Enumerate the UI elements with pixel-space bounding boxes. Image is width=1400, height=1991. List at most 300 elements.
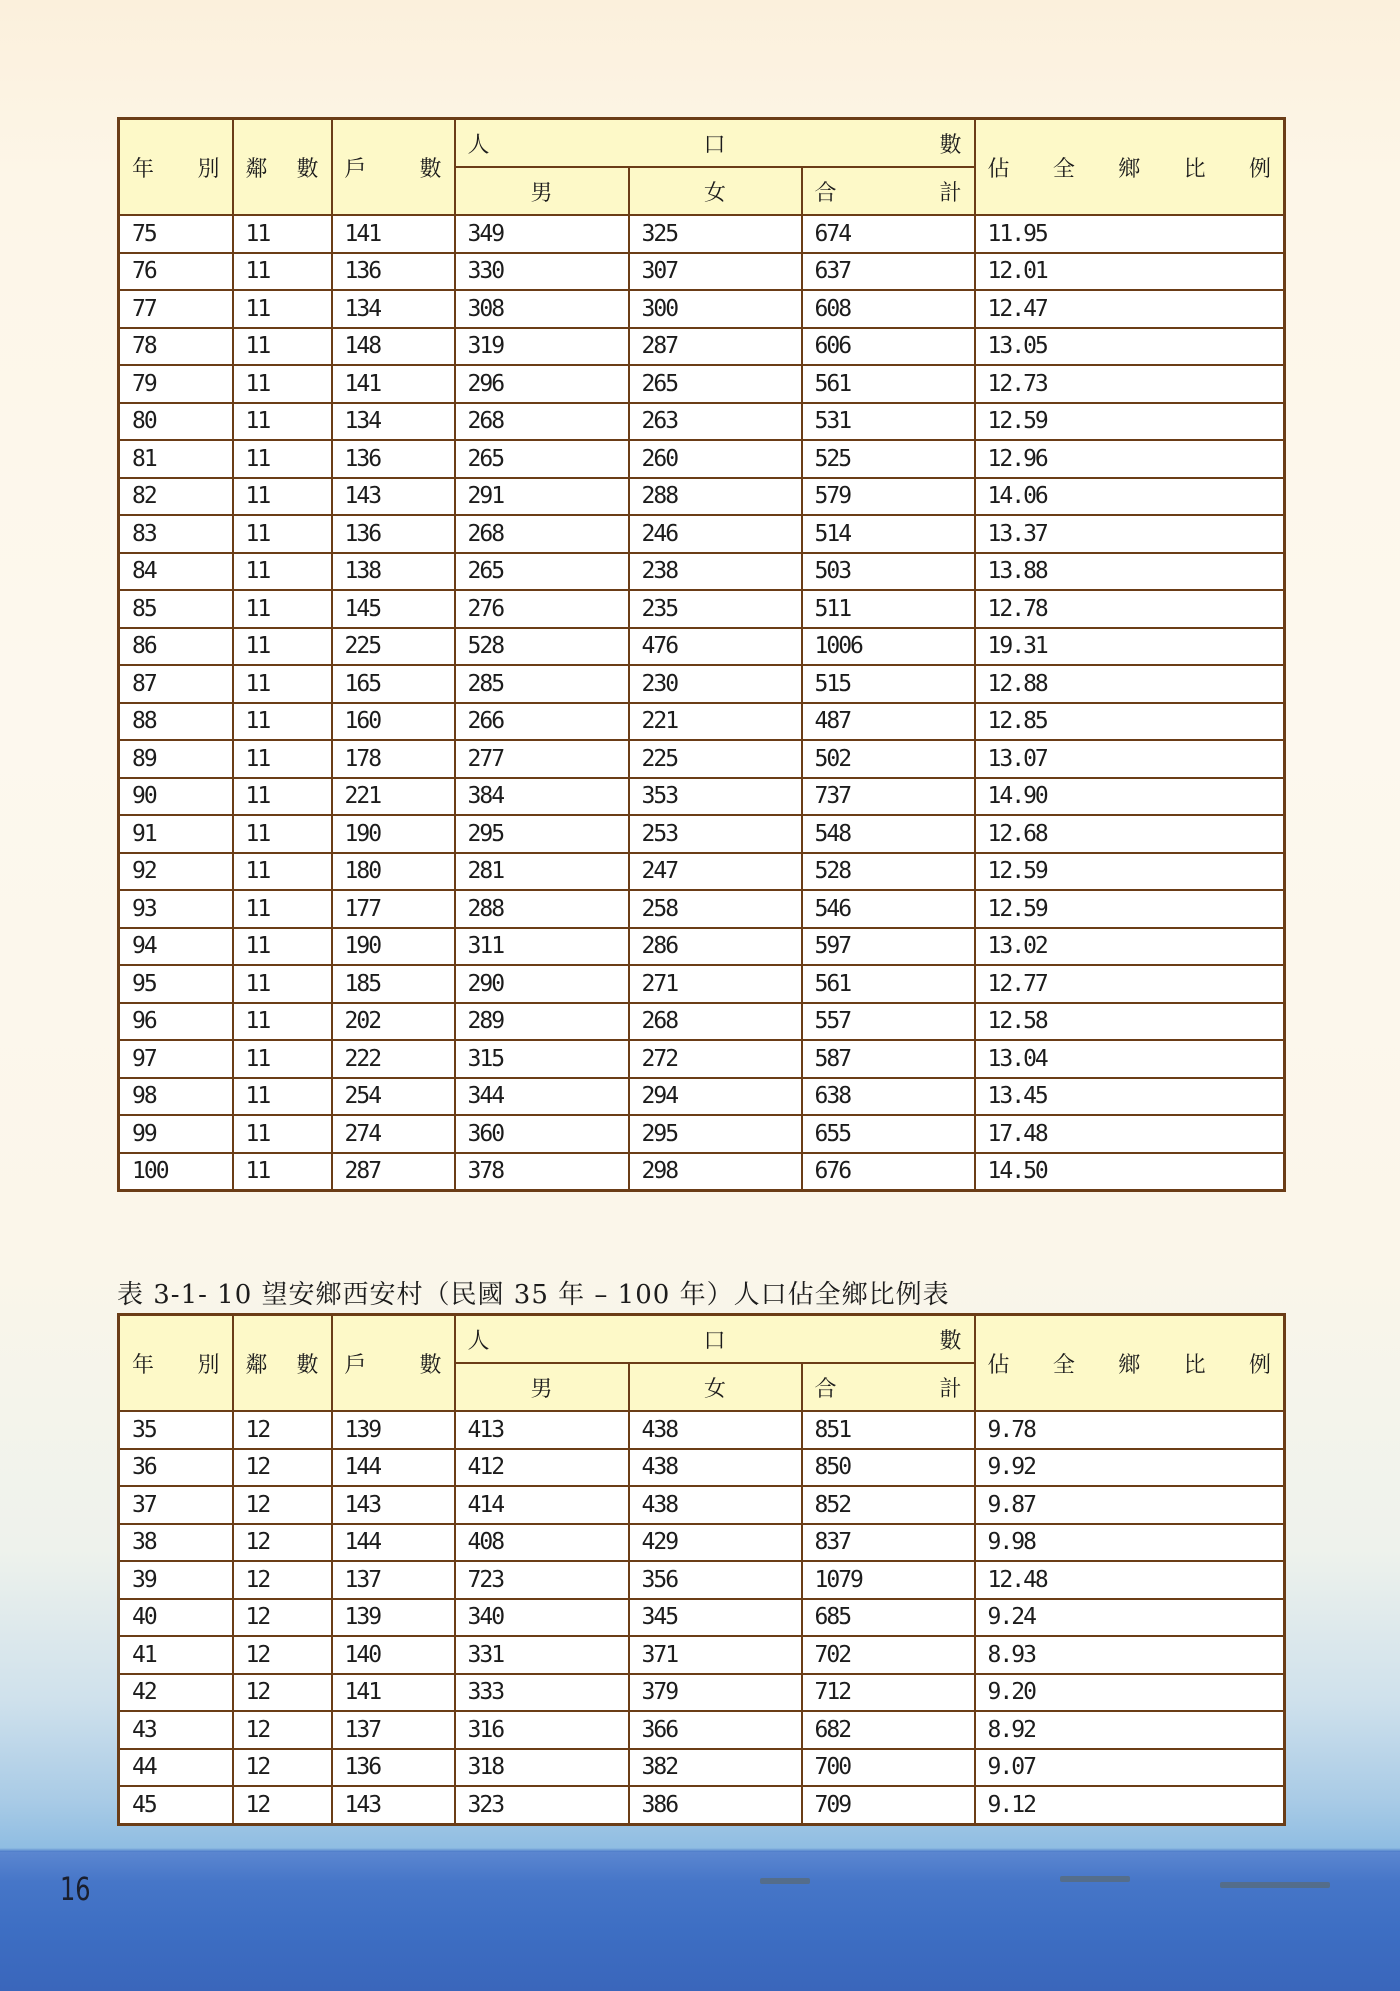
cell-total: 850 xyxy=(802,1449,975,1487)
header-total: 合 計 xyxy=(802,1363,975,1411)
cell-ratio: 9.12 xyxy=(975,1786,1285,1824)
cell-villages: 11 xyxy=(233,328,332,366)
cell-households: 178 xyxy=(332,740,455,778)
cell-female: 225 xyxy=(629,740,802,778)
cell-total: 1006 xyxy=(802,628,975,666)
table-row xyxy=(119,515,1285,553)
table-row xyxy=(119,1524,1285,1562)
cell-ratio: 11.95 xyxy=(975,215,1285,253)
cell-ratio: 12.59 xyxy=(975,890,1285,928)
cell-households: 165 xyxy=(332,665,455,703)
cell-male: 276 xyxy=(455,590,629,628)
cell-female: 272 xyxy=(629,1040,802,1078)
cell-ratio: 8.93 xyxy=(975,1636,1285,1674)
cell-households: 221 xyxy=(332,778,455,816)
table-row xyxy=(119,553,1285,591)
cell-ratio: 13.37 xyxy=(975,515,1285,553)
cell-ratio: 12.68 xyxy=(975,815,1285,853)
distant-island xyxy=(1060,1876,1130,1882)
cell-villages: 12 xyxy=(233,1749,332,1787)
cell-ratio: 12.59 xyxy=(975,403,1285,441)
cell-year: 91 xyxy=(119,815,233,853)
cell-male: 295 xyxy=(455,815,629,853)
cell-year: 42 xyxy=(119,1674,233,1712)
table-row xyxy=(119,853,1285,891)
cell-total: 737 xyxy=(802,778,975,816)
cell-female: 221 xyxy=(629,703,802,741)
cell-households: 148 xyxy=(332,328,455,366)
cell-ratio: 12.59 xyxy=(975,853,1285,891)
cell-villages: 11 xyxy=(233,628,332,666)
cell-male: 268 xyxy=(455,515,629,553)
cell-male: 316 xyxy=(455,1711,629,1749)
cell-male: 285 xyxy=(455,665,629,703)
cell-total: 546 xyxy=(802,890,975,928)
cell-female: 438 xyxy=(629,1449,802,1487)
cell-year: 41 xyxy=(119,1636,233,1674)
cell-total: 674 xyxy=(802,215,975,253)
cell-year: 35 xyxy=(119,1411,233,1449)
cell-villages: 11 xyxy=(233,440,332,478)
cell-year: 83 xyxy=(119,515,233,553)
cell-male: 277 xyxy=(455,740,629,778)
cell-female: 438 xyxy=(629,1486,802,1524)
cell-female: 356 xyxy=(629,1561,802,1599)
cell-villages: 12 xyxy=(233,1411,332,1449)
cell-year: 37 xyxy=(119,1486,233,1524)
cell-total: 682 xyxy=(802,1711,975,1749)
table-row xyxy=(119,403,1285,441)
cell-villages: 11 xyxy=(233,1115,332,1153)
cell-villages: 12 xyxy=(233,1786,332,1824)
cell-female: 366 xyxy=(629,1711,802,1749)
cell-year: 82 xyxy=(119,478,233,516)
cell-households: 274 xyxy=(332,1115,455,1153)
cell-female: 476 xyxy=(629,628,802,666)
cell-villages: 11 xyxy=(233,215,332,253)
cell-year: 88 xyxy=(119,703,233,741)
cell-year: 40 xyxy=(119,1599,233,1637)
cell-female: 238 xyxy=(629,553,802,591)
cell-ratio: 9.78 xyxy=(975,1411,1285,1449)
cell-total: 548 xyxy=(802,815,975,853)
cell-villages: 11 xyxy=(233,253,332,291)
cell-total: 685 xyxy=(802,1599,975,1637)
cell-year: 81 xyxy=(119,440,233,478)
table-row xyxy=(119,590,1285,628)
cell-male: 290 xyxy=(455,965,629,1003)
cell-ratio: 12.85 xyxy=(975,703,1285,741)
cell-households: 185 xyxy=(332,965,455,1003)
cell-female: 271 xyxy=(629,965,802,1003)
cell-year: 89 xyxy=(119,740,233,778)
cell-male: 266 xyxy=(455,703,629,741)
cell-ratio: 9.07 xyxy=(975,1749,1285,1787)
cell-male: 268 xyxy=(455,403,629,441)
cell-villages: 11 xyxy=(233,290,332,328)
cell-villages: 12 xyxy=(233,1711,332,1749)
cell-ratio: 12.78 xyxy=(975,590,1285,628)
cell-male: 414 xyxy=(455,1486,629,1524)
cell-villages: 11 xyxy=(233,853,332,891)
cell-year: 44 xyxy=(119,1749,233,1787)
cell-female: 298 xyxy=(629,1153,802,1191)
cell-female: 295 xyxy=(629,1115,802,1153)
cell-year: 94 xyxy=(119,928,233,966)
cell-year: 100 xyxy=(119,1153,233,1191)
cell-ratio: 12.77 xyxy=(975,965,1285,1003)
cell-households: 225 xyxy=(332,628,455,666)
cell-villages: 12 xyxy=(233,1636,332,1674)
cell-female: 247 xyxy=(629,853,802,891)
cell-total: 511 xyxy=(802,590,975,628)
header-year: 年 別 xyxy=(119,119,233,216)
cell-ratio: 12.48 xyxy=(975,1561,1285,1599)
cell-female: 287 xyxy=(629,328,802,366)
cell-female: 438 xyxy=(629,1411,802,1449)
cell-female: 345 xyxy=(629,1599,802,1637)
cell-female: 260 xyxy=(629,440,802,478)
population-table-1 xyxy=(117,117,1286,1192)
cell-ratio: 12.01 xyxy=(975,253,1285,291)
cell-total: 515 xyxy=(802,665,975,703)
cell-households: 145 xyxy=(332,590,455,628)
cell-female: 353 xyxy=(629,778,802,816)
cell-villages: 11 xyxy=(233,665,332,703)
cell-year: 84 xyxy=(119,553,233,591)
cell-households: 141 xyxy=(332,365,455,403)
cell-ratio: 12.47 xyxy=(975,290,1285,328)
table-row xyxy=(119,1636,1285,1674)
cell-year: 93 xyxy=(119,890,233,928)
header-female: 女 xyxy=(629,1363,802,1411)
header-population: 人 口 數 xyxy=(455,119,975,168)
table-row xyxy=(119,703,1285,741)
cell-total: 676 xyxy=(802,1153,975,1191)
cell-female: 379 xyxy=(629,1674,802,1712)
table-row xyxy=(119,1561,1285,1599)
cell-households: 287 xyxy=(332,1153,455,1191)
cell-year: 38 xyxy=(119,1524,233,1562)
cell-villages: 11 xyxy=(233,553,332,591)
cell-year: 77 xyxy=(119,290,233,328)
cell-year: 90 xyxy=(119,778,233,816)
cell-male: 318 xyxy=(455,1749,629,1787)
cell-female: 325 xyxy=(629,215,802,253)
cell-ratio: 12.73 xyxy=(975,365,1285,403)
table-row xyxy=(119,815,1285,853)
cell-villages: 12 xyxy=(233,1524,332,1562)
cell-total: 700 xyxy=(802,1749,975,1787)
cell-ratio: 14.50 xyxy=(975,1153,1285,1191)
cell-villages: 12 xyxy=(233,1486,332,1524)
table-row xyxy=(119,478,1285,516)
cell-ratio: 9.92 xyxy=(975,1449,1285,1487)
cell-villages: 11 xyxy=(233,1040,332,1078)
table-2-body xyxy=(119,1411,1285,1824)
header-households: 戶 數 xyxy=(332,1315,455,1412)
table-row xyxy=(119,1786,1285,1824)
cell-male: 333 xyxy=(455,1674,629,1712)
table-row xyxy=(119,1449,1285,1487)
cell-total: 1079 xyxy=(802,1561,975,1599)
cell-male: 265 xyxy=(455,553,629,591)
cell-male: 330 xyxy=(455,253,629,291)
cell-female: 288 xyxy=(629,478,802,516)
cell-female: 386 xyxy=(629,1786,802,1824)
cell-villages: 11 xyxy=(233,590,332,628)
cell-male: 723 xyxy=(455,1561,629,1599)
cell-villages: 11 xyxy=(233,740,332,778)
cell-ratio: 9.87 xyxy=(975,1486,1285,1524)
cell-ratio: 13.05 xyxy=(975,328,1285,366)
header-female: 女 xyxy=(629,167,802,215)
table-row xyxy=(119,253,1285,291)
cell-female: 294 xyxy=(629,1078,802,1116)
cell-total: 528 xyxy=(802,853,975,891)
header-total: 合 計 xyxy=(802,167,975,215)
table-row xyxy=(119,1486,1285,1524)
cell-year: 45 xyxy=(119,1786,233,1824)
table-row xyxy=(119,1411,1285,1449)
header-ratio: 佔 全 鄉 比 例 xyxy=(975,1315,1285,1412)
cell-villages: 11 xyxy=(233,815,332,853)
cell-ratio: 14.06 xyxy=(975,478,1285,516)
cell-female: 230 xyxy=(629,665,802,703)
cell-households: 144 xyxy=(332,1449,455,1487)
cell-female: 258 xyxy=(629,890,802,928)
cell-ratio: 12.58 xyxy=(975,1003,1285,1041)
cell-villages: 12 xyxy=(233,1561,332,1599)
cell-total: 487 xyxy=(802,703,975,741)
cell-male: 340 xyxy=(455,1599,629,1637)
cell-female: 429 xyxy=(629,1524,802,1562)
table-1-body xyxy=(119,215,1285,1191)
cell-ratio: 9.20 xyxy=(975,1674,1285,1712)
cell-total: 502 xyxy=(802,740,975,778)
cell-households: 202 xyxy=(332,1003,455,1041)
cell-year: 43 xyxy=(119,1711,233,1749)
cell-villages: 11 xyxy=(233,365,332,403)
table-row xyxy=(119,1040,1285,1078)
cell-female: 382 xyxy=(629,1749,802,1787)
table-row xyxy=(119,740,1285,778)
cell-female: 371 xyxy=(629,1636,802,1674)
cell-total: 557 xyxy=(802,1003,975,1041)
header-male: 男 xyxy=(455,1363,629,1411)
table-row xyxy=(119,778,1285,816)
cell-ratio: 9.98 xyxy=(975,1524,1285,1562)
cell-villages: 12 xyxy=(233,1599,332,1637)
cell-households: 136 xyxy=(332,440,455,478)
cell-male: 311 xyxy=(455,928,629,966)
cell-villages: 11 xyxy=(233,403,332,441)
table-2-caption: 表 3-1- 10 望安鄉西安村（民國 35 年 – 100 年）人口佔全鄉比例表 xyxy=(117,1280,950,1310)
cell-male: 360 xyxy=(455,1115,629,1153)
cell-households: 136 xyxy=(332,1749,455,1787)
cell-year: 86 xyxy=(119,628,233,666)
cell-male: 384 xyxy=(455,778,629,816)
cell-ratio: 13.02 xyxy=(975,928,1285,966)
cell-total: 503 xyxy=(802,553,975,591)
cell-male: 291 xyxy=(455,478,629,516)
cell-households: 190 xyxy=(332,928,455,966)
header-male: 男 xyxy=(455,167,629,215)
cell-households: 143 xyxy=(332,1486,455,1524)
cell-male: 344 xyxy=(455,1078,629,1116)
cell-year: 97 xyxy=(119,1040,233,1078)
cell-villages: 11 xyxy=(233,703,332,741)
cell-villages: 11 xyxy=(233,1153,332,1191)
cell-ratio: 13.04 xyxy=(975,1040,1285,1078)
cell-female: 253 xyxy=(629,815,802,853)
distant-island xyxy=(1220,1882,1330,1888)
cell-total: 525 xyxy=(802,440,975,478)
table-row xyxy=(119,1711,1285,1749)
cell-male: 528 xyxy=(455,628,629,666)
cell-villages: 11 xyxy=(233,1078,332,1116)
cell-ratio: 12.88 xyxy=(975,665,1285,703)
cell-ratio: 13.88 xyxy=(975,553,1285,591)
cell-female: 286 xyxy=(629,928,802,966)
cell-villages: 12 xyxy=(233,1449,332,1487)
cell-villages: 11 xyxy=(233,965,332,1003)
cell-year: 85 xyxy=(119,590,233,628)
cell-ratio: 8.92 xyxy=(975,1711,1285,1749)
cell-year: 78 xyxy=(119,328,233,366)
cell-ratio: 14.90 xyxy=(975,778,1285,816)
table-row xyxy=(119,440,1285,478)
cell-male: 319 xyxy=(455,328,629,366)
cell-male: 378 xyxy=(455,1153,629,1191)
cell-male: 308 xyxy=(455,290,629,328)
population-table-2 xyxy=(117,1313,1286,1826)
cell-total: 837 xyxy=(802,1524,975,1562)
cell-year: 95 xyxy=(119,965,233,1003)
cell-households: 141 xyxy=(332,1674,455,1712)
cell-male: 323 xyxy=(455,1786,629,1824)
sea-background xyxy=(0,1852,1400,1991)
cell-total: 638 xyxy=(802,1078,975,1116)
cell-villages: 11 xyxy=(233,478,332,516)
cell-female: 235 xyxy=(629,590,802,628)
cell-female: 263 xyxy=(629,403,802,441)
cell-total: 597 xyxy=(802,928,975,966)
distant-island xyxy=(760,1878,810,1884)
cell-male: 413 xyxy=(455,1411,629,1449)
cell-households: 136 xyxy=(332,515,455,553)
cell-villages: 12 xyxy=(233,1674,332,1712)
header-households: 戶 數 xyxy=(332,119,455,216)
cell-year: 96 xyxy=(119,1003,233,1041)
table-row xyxy=(119,215,1285,253)
cell-year: 80 xyxy=(119,403,233,441)
cell-ratio: 12.96 xyxy=(975,440,1285,478)
cell-total: 655 xyxy=(802,1115,975,1153)
cell-households: 138 xyxy=(332,553,455,591)
cell-households: 136 xyxy=(332,253,455,291)
cell-year: 87 xyxy=(119,665,233,703)
page-number: 16 xyxy=(60,1870,91,1908)
cell-total: 579 xyxy=(802,478,975,516)
cell-households: 190 xyxy=(332,815,455,853)
cell-households: 143 xyxy=(332,1786,455,1824)
cell-households: 177 xyxy=(332,890,455,928)
cell-male: 412 xyxy=(455,1449,629,1487)
cell-male: 288 xyxy=(455,890,629,928)
header-population: 人 口 數 xyxy=(455,1315,975,1364)
table-row xyxy=(119,1599,1285,1637)
header-ratio: 佔 全 鄉 比 例 xyxy=(975,119,1285,216)
cell-total: 531 xyxy=(802,403,975,441)
cell-households: 144 xyxy=(332,1524,455,1562)
cell-female: 268 xyxy=(629,1003,802,1041)
header-villages: 鄰 數 xyxy=(233,1315,332,1412)
table-row xyxy=(119,1674,1285,1712)
cell-ratio: 19.31 xyxy=(975,628,1285,666)
table-row xyxy=(119,365,1285,403)
cell-total: 712 xyxy=(802,1674,975,1712)
cell-total: 587 xyxy=(802,1040,975,1078)
cell-year: 36 xyxy=(119,1449,233,1487)
cell-total: 514 xyxy=(802,515,975,553)
cell-year: 76 xyxy=(119,253,233,291)
table-row xyxy=(119,1115,1285,1153)
cell-households: 134 xyxy=(332,403,455,441)
cell-villages: 11 xyxy=(233,778,332,816)
cell-male: 281 xyxy=(455,853,629,891)
cell-male: 331 xyxy=(455,1636,629,1674)
cell-female: 300 xyxy=(629,290,802,328)
table-row xyxy=(119,890,1285,928)
cell-ratio: 9.24 xyxy=(975,1599,1285,1637)
cell-female: 246 xyxy=(629,515,802,553)
cell-year: 98 xyxy=(119,1078,233,1116)
cell-households: 134 xyxy=(332,290,455,328)
cell-male: 265 xyxy=(455,440,629,478)
cell-year: 79 xyxy=(119,365,233,403)
cell-households: 143 xyxy=(332,478,455,516)
cell-female: 265 xyxy=(629,365,802,403)
cell-households: 160 xyxy=(332,703,455,741)
cell-ratio: 13.45 xyxy=(975,1078,1285,1116)
table-row xyxy=(119,928,1285,966)
cell-total: 608 xyxy=(802,290,975,328)
cell-total: 852 xyxy=(802,1486,975,1524)
cell-households: 141 xyxy=(332,215,455,253)
table-row xyxy=(119,1153,1285,1191)
cell-villages: 11 xyxy=(233,890,332,928)
table-row xyxy=(119,628,1285,666)
header-villages: 鄰 數 xyxy=(233,119,332,216)
cell-households: 139 xyxy=(332,1411,455,1449)
cell-villages: 11 xyxy=(233,1003,332,1041)
cell-total: 606 xyxy=(802,328,975,366)
cell-total: 561 xyxy=(802,965,975,1003)
cell-ratio: 13.07 xyxy=(975,740,1285,778)
cell-villages: 11 xyxy=(233,928,332,966)
cell-total: 702 xyxy=(802,1636,975,1674)
cell-total: 851 xyxy=(802,1411,975,1449)
cell-male: 296 xyxy=(455,365,629,403)
cell-male: 349 xyxy=(455,215,629,253)
cell-households: 139 xyxy=(332,1599,455,1637)
cell-year: 92 xyxy=(119,853,233,891)
table-row xyxy=(119,1078,1285,1116)
cell-total: 709 xyxy=(802,1786,975,1824)
cell-households: 137 xyxy=(332,1711,455,1749)
cell-ratio: 17.48 xyxy=(975,1115,1285,1153)
